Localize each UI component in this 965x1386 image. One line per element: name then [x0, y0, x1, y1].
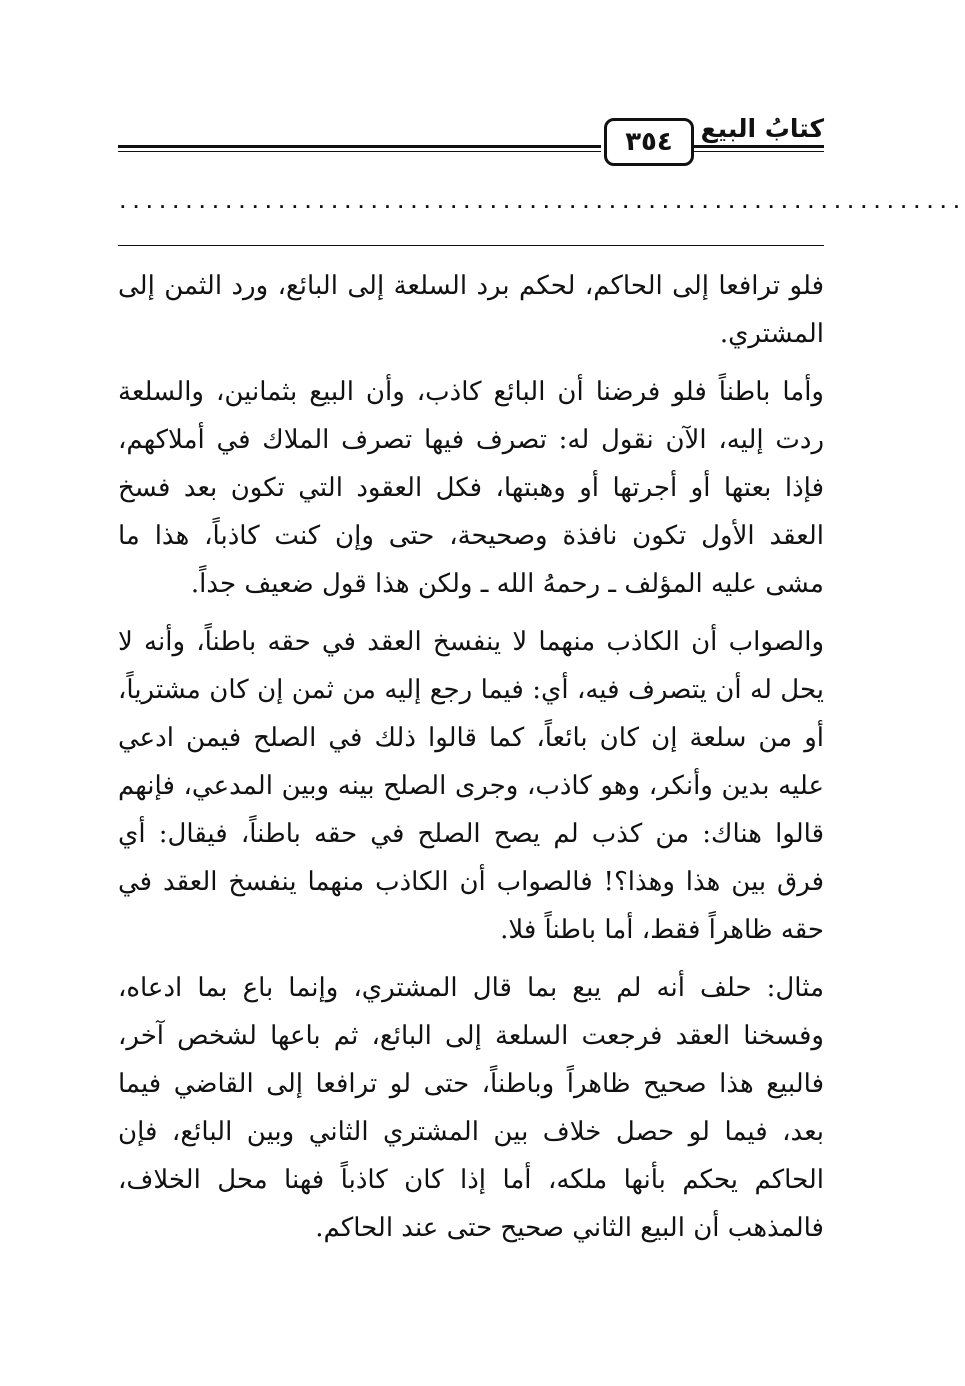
- paragraph-2: وأما باطناً فلو فرضنا أن البائع كاذب، وأن البيع بثمانين، والسلعة ردت إليه، الآن نقول له: تصرف فيها تصرف الملاك في أملاكهم، فإذا بعتها أو أجرتها أو وهبتها، فكل العقود التي تكون بعد فسخ العقد الأول تكون نافذة وصحيحة، حتى وإن كنت كاذباً، هذا ما مشى عليه المؤلف ـ رحمهُ الله ـ ولكن هذا قول ضعيف جداً.: [118, 377, 824, 599]
- separator-line: [118, 245, 824, 246]
- paragraph-1: فلو ترافعا إلى الحاكم، لحكم برد السلعة إلى البائع، ورد الثمن إلى المشتري.: [118, 271, 824, 349]
- header-rule-left-thin: [694, 151, 824, 152]
- paragraph-3: والصواب أن الكاذب منهما لا ينفسخ العقد في حقه باطناً، وأنه لا يحل له أن يتصرف فيه، أي: فيما رجع إليه من ثمن إن كان مشترياً، أو من سلعة إن كان بائعاً، كما قالوا ذلك في الصلح فيمن ادعي عليه بدين وأنكر، وهو كاذب، وجرى الصلح بينه وبين المدعي، فإنهم قالوا هناك: من كذب لم يصح الصلح في حقه باطناً، فيقال: أي فرق بين هذا وهذا؟! فالصواب أن الكاذب منهما ينفسخ العقد في حقه ظاهراً فقط، أما باطناً فلا.: [118, 627, 824, 945]
- body-text: [118, 262, 824, 1252]
- footnote-dots: ................................................................: [118, 193, 965, 212]
- paragraph-4: مثال: حلف أنه لم يبع بما قال المشتري، وإنما باع بما ادعاه، وفسخنا العقد فرجعت السلعة إلى البائع، ثم باعها لشخص آخر، فالبيع هذا صحيح ظاهراً وباطناً، حتى لو ترافعا إلى القاضي فيما بعد، فيما لو حصل خلاف بين المشتري الثاني وبين البائع، فإن الحاكم يحكم بأنها ملكه، أما إذا كان كاذباً فهنا محل الخلاف، فالمذهب أن البيع الثاني صحيح حتى عند الحاكم.: [118, 973, 824, 1243]
- book-title: كتابُ البيع: [700, 114, 824, 143]
- header-rule-right: [118, 145, 224, 148]
- page-number-text: ٣٥٤: [625, 127, 673, 157]
- header-rule-main-thin: [224, 151, 601, 152]
- header-rule-main: [224, 145, 601, 148]
- page-number: [604, 118, 694, 166]
- header-rule-right-thin: [118, 151, 224, 152]
- header-rule-left: [694, 145, 824, 148]
